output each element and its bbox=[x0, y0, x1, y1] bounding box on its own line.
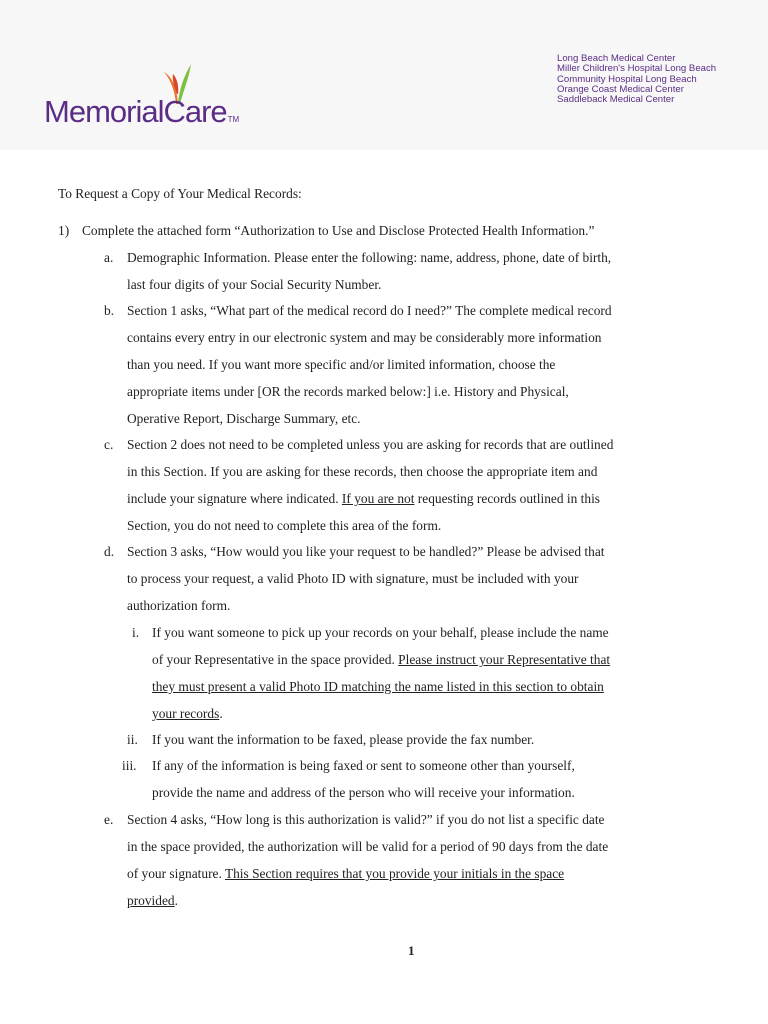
list-line: Section 1 asks, “What part of the medical record do I need?” The complete medical record bbox=[127, 303, 612, 318]
page-number: 1 bbox=[408, 943, 415, 958]
list-line: contains every entry in our electronic system and may be considerably more information bbox=[127, 330, 602, 345]
sublist-line: If you want someone to pick up your records on your behalf, please include the name bbox=[152, 625, 609, 640]
list-line: Section, you do not need to complete this area of the form. bbox=[127, 518, 442, 533]
trademark-mark: TM bbox=[227, 115, 240, 124]
text-run: of your Representative in the space provided. bbox=[152, 652, 399, 667]
underlined-text: This Section requires that you provide your initials in the space bbox=[224, 866, 565, 881]
sublist-line bbox=[152, 652, 610, 668]
list-line: than you need. If you want more specific and/or limited information, choose the bbox=[127, 357, 556, 372]
text-run: . bbox=[219, 706, 223, 721]
list-line bbox=[127, 866, 564, 882]
sublist-line bbox=[152, 679, 604, 695]
list-marker: a. bbox=[104, 250, 114, 265]
list-line: in this Section. If you are asking for these records, then choose the appropriate item and bbox=[127, 464, 598, 479]
list-line: Section 4 asks, “How long is this authorization is valid?” if you do not list a specific date bbox=[127, 812, 605, 827]
sublist-line: If any of the information is being faxed or sent to someone other than yourself, bbox=[152, 758, 575, 773]
list-line: authorization form. bbox=[127, 598, 231, 613]
sublist-line: If you want the information to be faxed, please provide the fax number. bbox=[152, 732, 535, 747]
sublist-line: provide the name and address of the person who will receive your information. bbox=[152, 785, 575, 800]
list-line bbox=[127, 491, 600, 507]
facility-name: Orange Coast Medical Center bbox=[557, 83, 684, 95]
text-run: of your signature. bbox=[127, 866, 225, 881]
list-marker: c. bbox=[104, 437, 114, 452]
facility-name: Community Hospital Long Beach bbox=[557, 73, 697, 85]
facility-name: Saddleback Medical Center bbox=[557, 94, 675, 106]
text-run: include your signature where indicated. bbox=[127, 491, 342, 506]
sublist-marker: ii. bbox=[127, 732, 138, 747]
text-run: . bbox=[174, 893, 178, 908]
list-marker: e. bbox=[104, 812, 114, 827]
underlined-text: Please instruct your Representative that bbox=[398, 652, 611, 667]
step-text: Complete the attached form “Authorization to Use and Disclose Protected Health Information.” bbox=[82, 223, 595, 238]
list-line: Demographic Information. Please enter the following: name, address, phone, date of birth, bbox=[127, 250, 612, 265]
underlined-text: If you are not bbox=[341, 491, 415, 506]
list-marker: b. bbox=[104, 303, 115, 318]
list-line bbox=[127, 893, 178, 909]
list-line: in the space provided, the authorization will be valid for a period of 90 days from the date bbox=[127, 839, 609, 854]
facility-name: Long Beach Medical Center bbox=[557, 53, 676, 64]
sublist-line bbox=[152, 706, 223, 722]
list-line: Section 2 does not need to be completed unless you are asking for records that are outlined bbox=[127, 437, 614, 452]
document-title: To Request a Copy of Your Medical Records: bbox=[58, 186, 302, 201]
list-line: last four digits of your Social Security Number. bbox=[127, 277, 382, 292]
sublist-marker: iii. bbox=[122, 758, 137, 773]
list-marker: d. bbox=[104, 544, 115, 559]
list-line: appropriate items under [OR the records marked below:] i.e. History and Physical, bbox=[127, 384, 569, 399]
list-line: Section 3 asks, “How would you like your request to be handled?” Please be advised that bbox=[127, 544, 605, 559]
step-marker: 1) bbox=[58, 223, 70, 238]
sublist-marker: i. bbox=[132, 625, 140, 640]
list-line: Operative Report, Discharge Summary, etc. bbox=[127, 411, 361, 426]
text-run: requesting records outlined in this bbox=[414, 491, 601, 506]
logo-wordmark-text: MemorialCare bbox=[44, 94, 227, 129]
underlined-text: provided bbox=[127, 893, 175, 908]
facility-name: Miller Children's Hospital Long Beach bbox=[557, 63, 717, 75]
underlined-text: your records bbox=[152, 706, 220, 721]
underlined-text: they must present a valid Photo ID matching the name listed in this section to obtain bbox=[152, 679, 604, 694]
list-line: to process your request, a valid Photo ID with signature, must be included with your bbox=[127, 571, 579, 586]
